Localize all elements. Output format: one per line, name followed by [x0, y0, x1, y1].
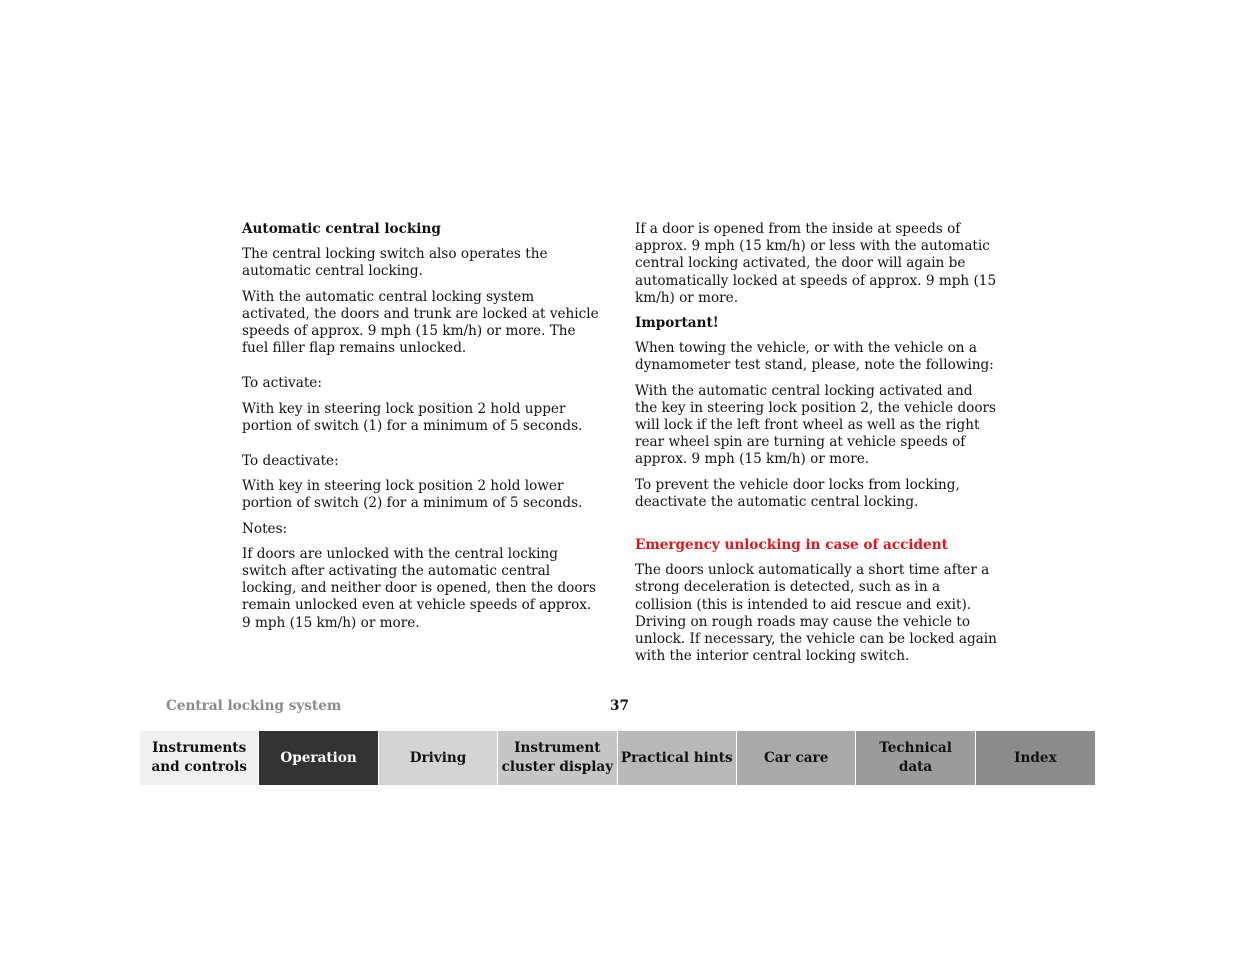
emergency-heading: Emergency unlocking in case of accident: [635, 537, 948, 554]
wheel-spin-paragraph: With the automatic central locking activated and the key in steering lock position 2, the vehicle doors will lock if the left front wheel as well as the right rear wheel spin are turning at vehicle speeds of approx. 9 mph (15 km/h) or more.: [635, 382, 996, 468]
tab-instruments-and-controls[interactable]: Instruments and controls: [140, 731, 259, 785]
door-opened-paragraph: If a door is opened from the inside at speeds of approx. 9 mph (15 km/h) or less with the automatic central locking activated, the door will again be automatically locked at speeds of approx. 9 mph (15 km/h) or more.: [635, 221, 997, 306]
tab-practical-hints[interactable]: Practical hints: [618, 731, 737, 785]
activate-instructions: With key in steering lock position 2 hold upper portion of switch (1) for a minimum of 5 seconds.: [242, 400, 583, 434]
towing-paragraph: When towing the vehicle, or with the vehicle on a dynamometer test stand, please, note the following:: [635, 340, 994, 374]
tab-car-care[interactable]: Car care: [737, 731, 856, 785]
tab-operation[interactable]: Operation: [259, 731, 378, 785]
prevent-locking-paragraph: To prevent the vehicle door locks from locking, deactivate the automatic central locking.: [635, 476, 960, 510]
page-number: 37: [610, 698, 629, 714]
chapter-nav-bar: [140, 731, 1095, 785]
section-heading: Automatic central locking: [242, 221, 441, 237]
footer-section-title: Central locking system: [166, 698, 342, 714]
right-column: [635, 221, 997, 673]
notes-text: If doors are unlocked with the central locking switch after activating the automatic central locking, and neither door is opened, then the doors remain unlocked even at vehicle speeds of approx. 9 mph (15 km/h) or more.: [242, 545, 597, 631]
left-column: [242, 221, 604, 640]
notes-label: Notes:: [242, 520, 288, 537]
tab-driving[interactable]: Driving: [379, 731, 498, 785]
activation-description: With the automatic central locking system activated, the doors and trunk are locked at vehicle speeds of approx. 9 mph (15 km/h) or more. The fuel filler flap remains unlocked.: [242, 288, 599, 357]
important-heading: Important!: [635, 315, 719, 332]
emergency-paragraph: The doors unlock automatically a short time after a strong deceleration is detected, such as in a collision (this is intended to aid rescue and exit). Driving on rough roads may cause the vehicle to unlock. If necessary, the vehicle can be locked again with the interior central locking switch.: [635, 562, 997, 665]
deactivate-instructions: With key in steering lock position 2 hold lower portion of switch (2) for a minimum of 5 seconds.: [242, 478, 583, 512]
deactivate-label: To deactivate:: [242, 453, 339, 470]
activate-label: To activate:: [242, 375, 322, 392]
tab-instrument-cluster-display[interactable]: Instrument cluster display: [498, 731, 617, 785]
tab-technical-data[interactable]: Technical data: [856, 731, 975, 785]
intro-paragraph: The central locking switch also operates the automatic central locking.: [242, 246, 548, 280]
tab-index[interactable]: Index: [976, 731, 1095, 785]
